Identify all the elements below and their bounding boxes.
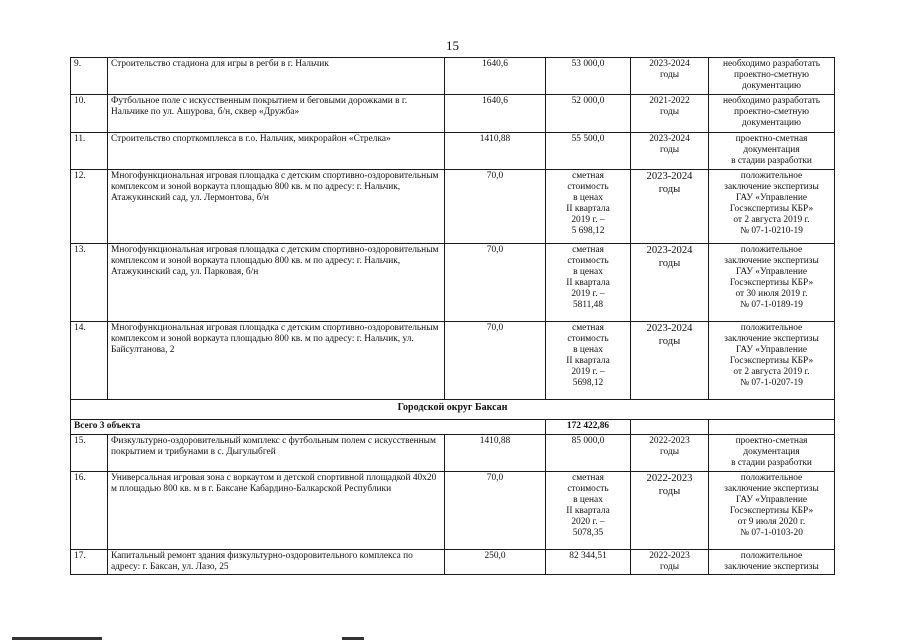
project-status-line: проектно-сметную bbox=[733, 107, 810, 118]
project-status-line: от 2 августа 2019 г. bbox=[733, 215, 810, 226]
object-area: 70,0 bbox=[445, 244, 546, 322]
implementation-years-line: 2023-2024 bbox=[646, 245, 693, 256]
project-status-line: документация bbox=[743, 145, 800, 156]
implementation-years bbox=[631, 550, 709, 575]
implementation-years bbox=[631, 472, 709, 550]
object-cost-line: 2019 г. – bbox=[571, 367, 605, 378]
object-cost-line: стоимость bbox=[567, 182, 609, 193]
implementation-years-line: годы bbox=[658, 335, 681, 347]
table-row bbox=[71, 58, 835, 95]
object-cost-line: 5078,35 bbox=[572, 528, 604, 539]
object-cost-line: в ценах bbox=[573, 193, 603, 204]
implementation-years bbox=[631, 435, 709, 472]
project-status-line: заключение экспертизы bbox=[724, 484, 819, 495]
row-number: 12. bbox=[71, 170, 108, 244]
objects-table bbox=[70, 57, 835, 575]
project-status-line: ГАУ «Управление bbox=[735, 193, 808, 204]
object-cost-line: II квартала bbox=[566, 506, 610, 517]
object-area: 1640,6 bbox=[445, 95, 546, 133]
project-status-line: проектно-сметная bbox=[735, 134, 808, 144]
object-cost bbox=[546, 435, 631, 472]
object-cost bbox=[546, 322, 631, 400]
object-cost bbox=[546, 472, 631, 550]
object-cost-line: 55 500,0 bbox=[571, 134, 605, 144]
table-body-nalchik bbox=[71, 58, 835, 400]
project-status-line: положительное bbox=[740, 473, 803, 483]
implementation-years-line: 2022-2023 bbox=[649, 436, 690, 446]
implementation-years-line: 2023-2024 bbox=[646, 323, 693, 334]
implementation-years bbox=[631, 170, 709, 244]
implementation-years-line: годы bbox=[659, 562, 680, 573]
object-name: Многофункциональная игровая площадка с детским спортивно-оздоровительным комплексом и зоной воркаута площадью 800 кв. м по адресу: г. Нальчик, Атажукинский сад, ул. Лермонтова, б/н bbox=[108, 170, 445, 244]
project-status-line: заключение экспертизы bbox=[724, 182, 819, 193]
project-status bbox=[709, 322, 835, 400]
table-row bbox=[71, 472, 835, 550]
table-body-section bbox=[71, 400, 835, 435]
implementation-years-line: 2022-2023 bbox=[649, 551, 690, 561]
object-cost-line: 2020 г. – bbox=[571, 517, 605, 528]
project-status-line: заключение экспертизы bbox=[724, 256, 819, 267]
object-cost-line: 82 344,51 bbox=[569, 551, 607, 561]
object-cost-line: 52 000,0 bbox=[571, 96, 605, 106]
implementation-years-line: 2021-2022 bbox=[649, 96, 690, 106]
page-number: 15 bbox=[446, 38, 459, 53]
object-cost-line: II квартала bbox=[566, 278, 610, 289]
total-value: 172 422,86 bbox=[546, 420, 631, 435]
object-area: 1640,6 bbox=[445, 58, 546, 95]
table-row bbox=[71, 550, 835, 575]
project-status-line: Госэкспертизы КБР» bbox=[729, 506, 814, 517]
object-name: Капитальный ремонт здания физкультурно-оздоровительного комплекса по адресу: г. Баксан, ул. Лазо, 25 bbox=[108, 550, 445, 575]
project-status-line: Госэкспертизы КБР» bbox=[729, 356, 814, 367]
object-cost-line: 2019 г. – bbox=[571, 215, 605, 226]
project-status-line: положительное bbox=[740, 245, 803, 255]
object-cost bbox=[546, 550, 631, 575]
project-status-line: № 07-1-0210-19 bbox=[740, 226, 803, 237]
project-status-line: ГАУ «Управление bbox=[735, 267, 808, 278]
object-cost-line: 85 000,0 bbox=[571, 436, 605, 446]
project-status-line: Госэкспертизы КБР» bbox=[729, 204, 814, 215]
project-status bbox=[709, 472, 835, 550]
object-name: Многофункциональная игровая площадка с детским спортивно-оздоровительным комплексом и зоной воркаута площадью 800 кв. м по адресу: г. Нальчик, ул. Байсултанова, 2 bbox=[108, 322, 445, 400]
project-status-line: № 07-1-0103-20 bbox=[740, 528, 803, 539]
table-row bbox=[71, 435, 835, 472]
object-cost-line: стоимость bbox=[567, 484, 609, 495]
project-status-line: № 07-1-0189-19 bbox=[740, 300, 803, 311]
implementation-years-line: 2023-2024 bbox=[649, 134, 690, 144]
implementation-years-line: 2023-2024 bbox=[646, 171, 693, 182]
row-number: 9. bbox=[71, 58, 108, 95]
object-area: 70,0 bbox=[445, 170, 546, 244]
object-name: Физкультурно-оздоровительный комплекс с футбольным полем с искусственным покрытием и трибунами в с. Дыгулыбгей bbox=[108, 435, 445, 472]
project-status-line: документацию bbox=[742, 81, 801, 92]
object-area: 70,0 bbox=[445, 322, 546, 400]
total-empty-cell bbox=[631, 420, 709, 435]
object-cost bbox=[546, 95, 631, 133]
implementation-years-line: 2022-2023 bbox=[646, 473, 693, 484]
implementation-years bbox=[631, 322, 709, 400]
project-status-line: необходимо разработать bbox=[722, 96, 820, 106]
object-cost-line: сметная bbox=[572, 245, 604, 255]
object-cost-line: в ценах bbox=[573, 345, 603, 356]
project-status-line: ГАУ «Управление bbox=[735, 345, 808, 356]
object-area: 250,0 bbox=[445, 550, 546, 575]
project-status-line: заключение экспертизы bbox=[724, 562, 819, 573]
implementation-years bbox=[631, 58, 709, 95]
row-number: 13. bbox=[71, 244, 108, 322]
implementation-years-line: годы bbox=[659, 70, 680, 81]
project-status-line: заключение экспертизы bbox=[724, 334, 819, 345]
object-name: Многофункциональная игровая площадка с детским спортивно-оздоровительным комплексом и зоной воркаута площадью 800 кв. м по адресу: г. Нальчик, Атажукинский сад, ул. Парковая, б/н bbox=[108, 244, 445, 322]
implementation-years-line: годы bbox=[659, 107, 680, 118]
object-cost-line: 5 698,12 bbox=[571, 226, 605, 237]
project-status bbox=[709, 58, 835, 95]
object-name: Футбольное поле с искусственным покрытием и беговыми дорожками в г. Нальчике по ул. Ашурова, б/н, сквер «Дружба» bbox=[108, 95, 445, 133]
project-status-line: документацию bbox=[742, 118, 801, 129]
object-area: 70,0 bbox=[445, 472, 546, 550]
table-row bbox=[71, 170, 835, 244]
project-status-line: от 2 августа 2019 г. bbox=[733, 367, 810, 378]
project-status-line: от 30 июля 2019 г. bbox=[735, 289, 808, 300]
object-cost-line: II квартала bbox=[566, 204, 610, 215]
table-body-baksan bbox=[71, 435, 835, 575]
object-cost-line: II квартала bbox=[566, 356, 610, 367]
object-cost-line: сметная bbox=[572, 171, 604, 181]
object-cost-line: 5698,12 bbox=[572, 378, 604, 389]
project-status-line: в стадии разработки bbox=[731, 156, 812, 167]
project-status-line: ГАУ «Управление bbox=[735, 495, 808, 506]
implementation-years-line: годы bbox=[659, 447, 680, 458]
object-name: Универсальная игровая зона с воркаутом и детской спортивной площадкой 40х20 м площадью 800 кв. м в г. Баксане Кабардино-Балкарской Республики bbox=[108, 472, 445, 550]
implementation-years bbox=[631, 95, 709, 133]
object-cost bbox=[546, 58, 631, 95]
project-status-line: проектно-сметную bbox=[733, 70, 810, 81]
table-row bbox=[71, 95, 835, 133]
row-number: 16. bbox=[71, 472, 108, 550]
project-status bbox=[709, 435, 835, 472]
object-cost-line: 2019 г. – bbox=[571, 289, 605, 300]
project-status-line: положительное bbox=[740, 323, 803, 333]
project-status-line: Госэкспертизы КБР» bbox=[729, 278, 814, 289]
project-status bbox=[709, 170, 835, 244]
row-number: 14. bbox=[71, 322, 108, 400]
project-status-line: положительное bbox=[740, 171, 803, 181]
object-cost-line: 5811,48 bbox=[572, 300, 604, 311]
project-status bbox=[709, 244, 835, 322]
table-row bbox=[71, 133, 835, 170]
object-cost-line: сметная bbox=[572, 473, 604, 483]
object-area: 1410,88 bbox=[445, 133, 546, 170]
implementation-years-line: годы bbox=[659, 145, 680, 156]
project-status bbox=[709, 95, 835, 133]
row-number: 17. bbox=[71, 550, 108, 575]
project-status-line: документация bbox=[743, 447, 800, 458]
implementation-years-line: годы bbox=[658, 257, 681, 269]
object-cost bbox=[546, 170, 631, 244]
object-cost-line: в ценах bbox=[573, 495, 603, 506]
object-name: Строительство спорткомплекса в г.о. Нальчик, микрорайон «Стрелка» bbox=[108, 133, 445, 170]
object-cost-line: сметная bbox=[572, 323, 604, 333]
total-row bbox=[71, 420, 835, 435]
object-cost-line: 53 000,0 bbox=[571, 59, 605, 69]
object-cost-line: стоимость bbox=[567, 256, 609, 267]
project-status-line: в стадии разработки bbox=[731, 458, 812, 469]
implementation-years-line: годы bbox=[658, 485, 681, 497]
row-number: 11. bbox=[71, 133, 108, 170]
project-status bbox=[709, 550, 835, 575]
project-status bbox=[709, 133, 835, 170]
section-row bbox=[71, 400, 835, 420]
object-name: Строительство стадиона для игры в регби в г. Нальчик bbox=[108, 58, 445, 95]
project-status-line: проектно-сметная bbox=[735, 436, 808, 446]
object-cost bbox=[546, 244, 631, 322]
project-status-line: № 07-1-0207-19 bbox=[740, 378, 803, 389]
implementation-years-line: 2023-2024 bbox=[649, 59, 690, 69]
section-title: Городской округ Баксан bbox=[71, 400, 835, 420]
total-empty-cell bbox=[709, 420, 835, 435]
object-cost-line: в ценах bbox=[573, 267, 603, 278]
table-row bbox=[71, 244, 835, 322]
object-cost-line: стоимость bbox=[567, 334, 609, 345]
table-row bbox=[71, 322, 835, 400]
implementation-years bbox=[631, 133, 709, 170]
row-number: 10. bbox=[71, 95, 108, 133]
total-label: Всего 3 объекта bbox=[71, 420, 546, 435]
implementation-years-line: годы bbox=[658, 183, 681, 195]
project-status-line: положительное bbox=[740, 551, 803, 561]
object-area: 1410,88 bbox=[445, 435, 546, 472]
project-status-line: от 9 июля 2020 г. bbox=[737, 517, 806, 528]
implementation-years bbox=[631, 244, 709, 322]
object-cost bbox=[546, 133, 631, 170]
row-number: 15. bbox=[71, 435, 108, 472]
project-status-line: необходимо разработать bbox=[722, 59, 820, 69]
